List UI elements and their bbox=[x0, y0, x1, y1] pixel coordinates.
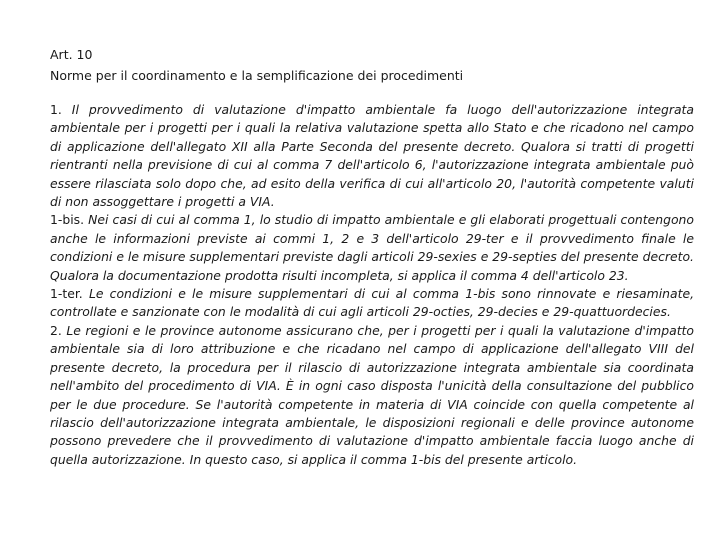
paragraph-1-ter bbox=[50, 285, 694, 322]
paragraph-1 bbox=[50, 101, 694, 211]
paragraph-1-ter-number: 1-ter. bbox=[50, 286, 89, 302]
paragraph-1-number: 1. bbox=[50, 102, 72, 117]
paragraph-2-text: Le regioni e le province autonome assicurano che, per i progetti per i quali la valutazione d'impatto ambientale sia di loro attribuzione e che ricadano nel campo di applicazione dell'allegato VIII del presente decreto, la procedura per il rilascio di autorizzazione integrata ambientale sia coordinata nell'ambito del procedimento di VIA. È in ogni caso disposta l'unicità della consultazione del pubblico per le due procedure. Se l'autorità competente in materia di VIA coincide con quella competente al rilascio dell'autorizzazione integrata ambientale, le disposizioni regionali e delle province autonome possono prevedere che il provvedimento di valutazione d'impatto ambientale faccia luogo anche di quella autorizzazione. In questo caso, si applica il comma 1-bis del presente articolo. bbox=[50, 322, 694, 467]
paragraph-2 bbox=[50, 322, 694, 469]
paragraph-1-text: Il provvedimento di valutazione d'impatto ambientale fa luogo dell'autorizzazione integrata ambientale per i progetti per i quali la relativa valutazione spetta allo Stato e che ricadono nel campo di applicazione dell'allegato XII alla Parte Seconda del presente decreto. Qualora si tratti di progetti rientranti nella previsione di cui al comma 7 dell'articolo 6, l'autorizzazione integrata ambientale può essere rilasciata solo dopo che, ad esito della verifica di cui all'articolo 20, l'autorità competente valuti di non assoggettare i progetti a VIA. bbox=[50, 102, 695, 210]
article-heading bbox=[50, 44, 694, 86]
paragraph-1-bis-number: 1-bis. bbox=[50, 212, 89, 228]
document-body bbox=[50, 44, 694, 469]
paragraph-2-number: 2. bbox=[50, 322, 67, 338]
article-number: Art. 10 bbox=[50, 47, 93, 62]
paragraph-1-bis bbox=[50, 211, 694, 285]
paragraph-1-bis-text: Nei casi di cui al comma 1, lo studio di impatto ambientale e gli elaborati progettuali contengono anche le informazioni previste ai commi 1, 2 e 3 dell'articolo 29-ter e il provvedimento finale le condizioni e le misure supplementari previste dagli articoli 29-sexies e 29-septies del presente decreto. Qualora la documentazione prodotta risulti incompleta, si applica il comma 4 dell'articolo 23. bbox=[50, 212, 694, 283]
article-title: Norme per il coordinamento e la semplificazione dei procedimenti bbox=[50, 68, 464, 83]
paragraph-1-ter-text: Le condizioni e le misure supplementari di cui al comma 1-bis sono rinnovate e riesaminate, controllate e sanzionate con le modalità di cui agli articoli 29-octies, 29-decies e 29-quattuordecies. bbox=[50, 286, 695, 320]
